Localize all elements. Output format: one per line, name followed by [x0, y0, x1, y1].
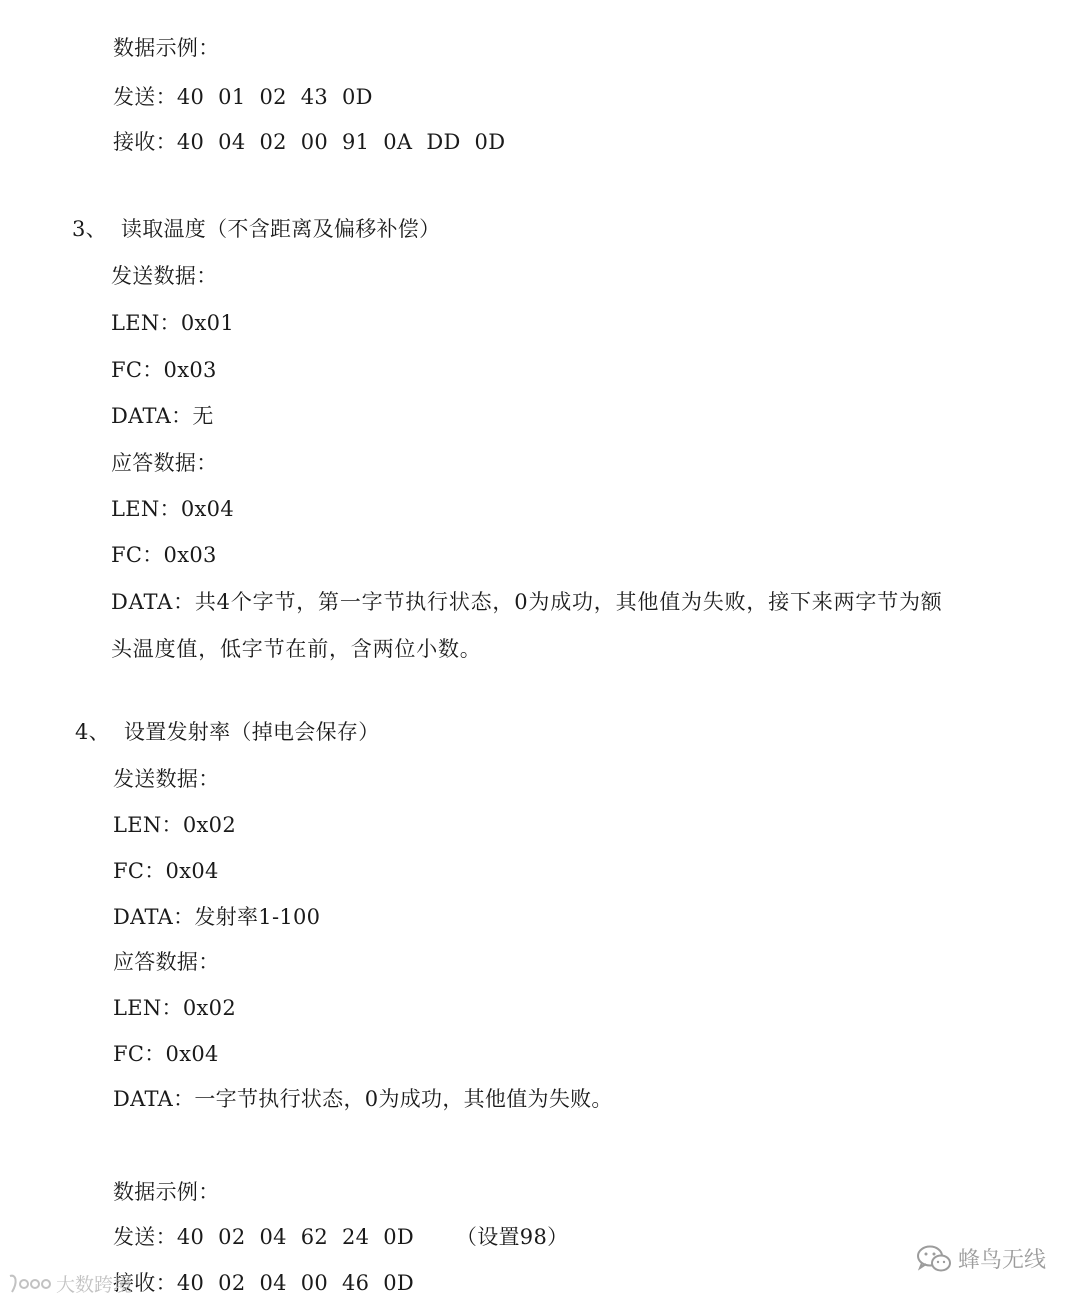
send-heading: 发送数据：: [111, 264, 218, 288]
example-send: 发送：40 01 02 43 0D: [113, 85, 373, 109]
reply-len: LEN：0x02: [113, 996, 236, 1020]
watermark-right-text: 蜂鸟无线: [957, 1248, 1046, 1273]
reply-data-line-1: DATA：共4个字节，第一字节执行状态，0为成功，其他值为失败，接下来两字节为额: [111, 590, 943, 614]
send-len: LEN：0x01: [111, 311, 234, 335]
send-len: LEN：0x02: [113, 813, 236, 837]
send-data: DATA：发射率1-100: [113, 905, 321, 929]
send-heading: 发送数据：: [113, 767, 220, 791]
reply-fc: FC：0x03: [111, 543, 217, 567]
watermark-left-text: 大数跨境: [56, 1274, 133, 1296]
logo-icon: [6, 1272, 52, 1296]
reply-heading: 应答数据：: [113, 950, 220, 974]
example-receive: 接收：40 04 02 00 91 0A DD 0D: [113, 130, 506, 154]
example-heading: 数据示例：: [113, 1180, 220, 1204]
watermark-left: [6, 1270, 132, 1297]
section-3-title: 3、 读取温度（不含距离及偏移补偿）: [72, 217, 441, 241]
reply-data: DATA：一字节执行状态，0为成功，其他值为失败。: [113, 1087, 613, 1111]
send-fc: FC：0x04: [113, 859, 219, 883]
reply-len: LEN：0x04: [111, 497, 234, 521]
example-heading: 数据示例：: [113, 36, 220, 60]
send-data: DATA：无: [111, 404, 214, 428]
wechat-icon: [916, 1244, 952, 1274]
example-receive: 接收：40 02 04 00 46 0D: [113, 1271, 415, 1295]
reply-fc: FC：0x04: [113, 1042, 219, 1066]
send-fc: FC：0x03: [111, 358, 217, 382]
reply-heading: 应答数据：: [111, 451, 218, 475]
reply-data-line-2: 头温度值，低字节在前，含两位小数。: [111, 637, 482, 661]
example-send: 发送：40 02 04 62 24 0D （设置98）: [113, 1225, 569, 1249]
section-4-title: 4、 设置发射率（掉电会保存）: [75, 720, 380, 744]
watermark-right: [916, 1243, 1046, 1274]
